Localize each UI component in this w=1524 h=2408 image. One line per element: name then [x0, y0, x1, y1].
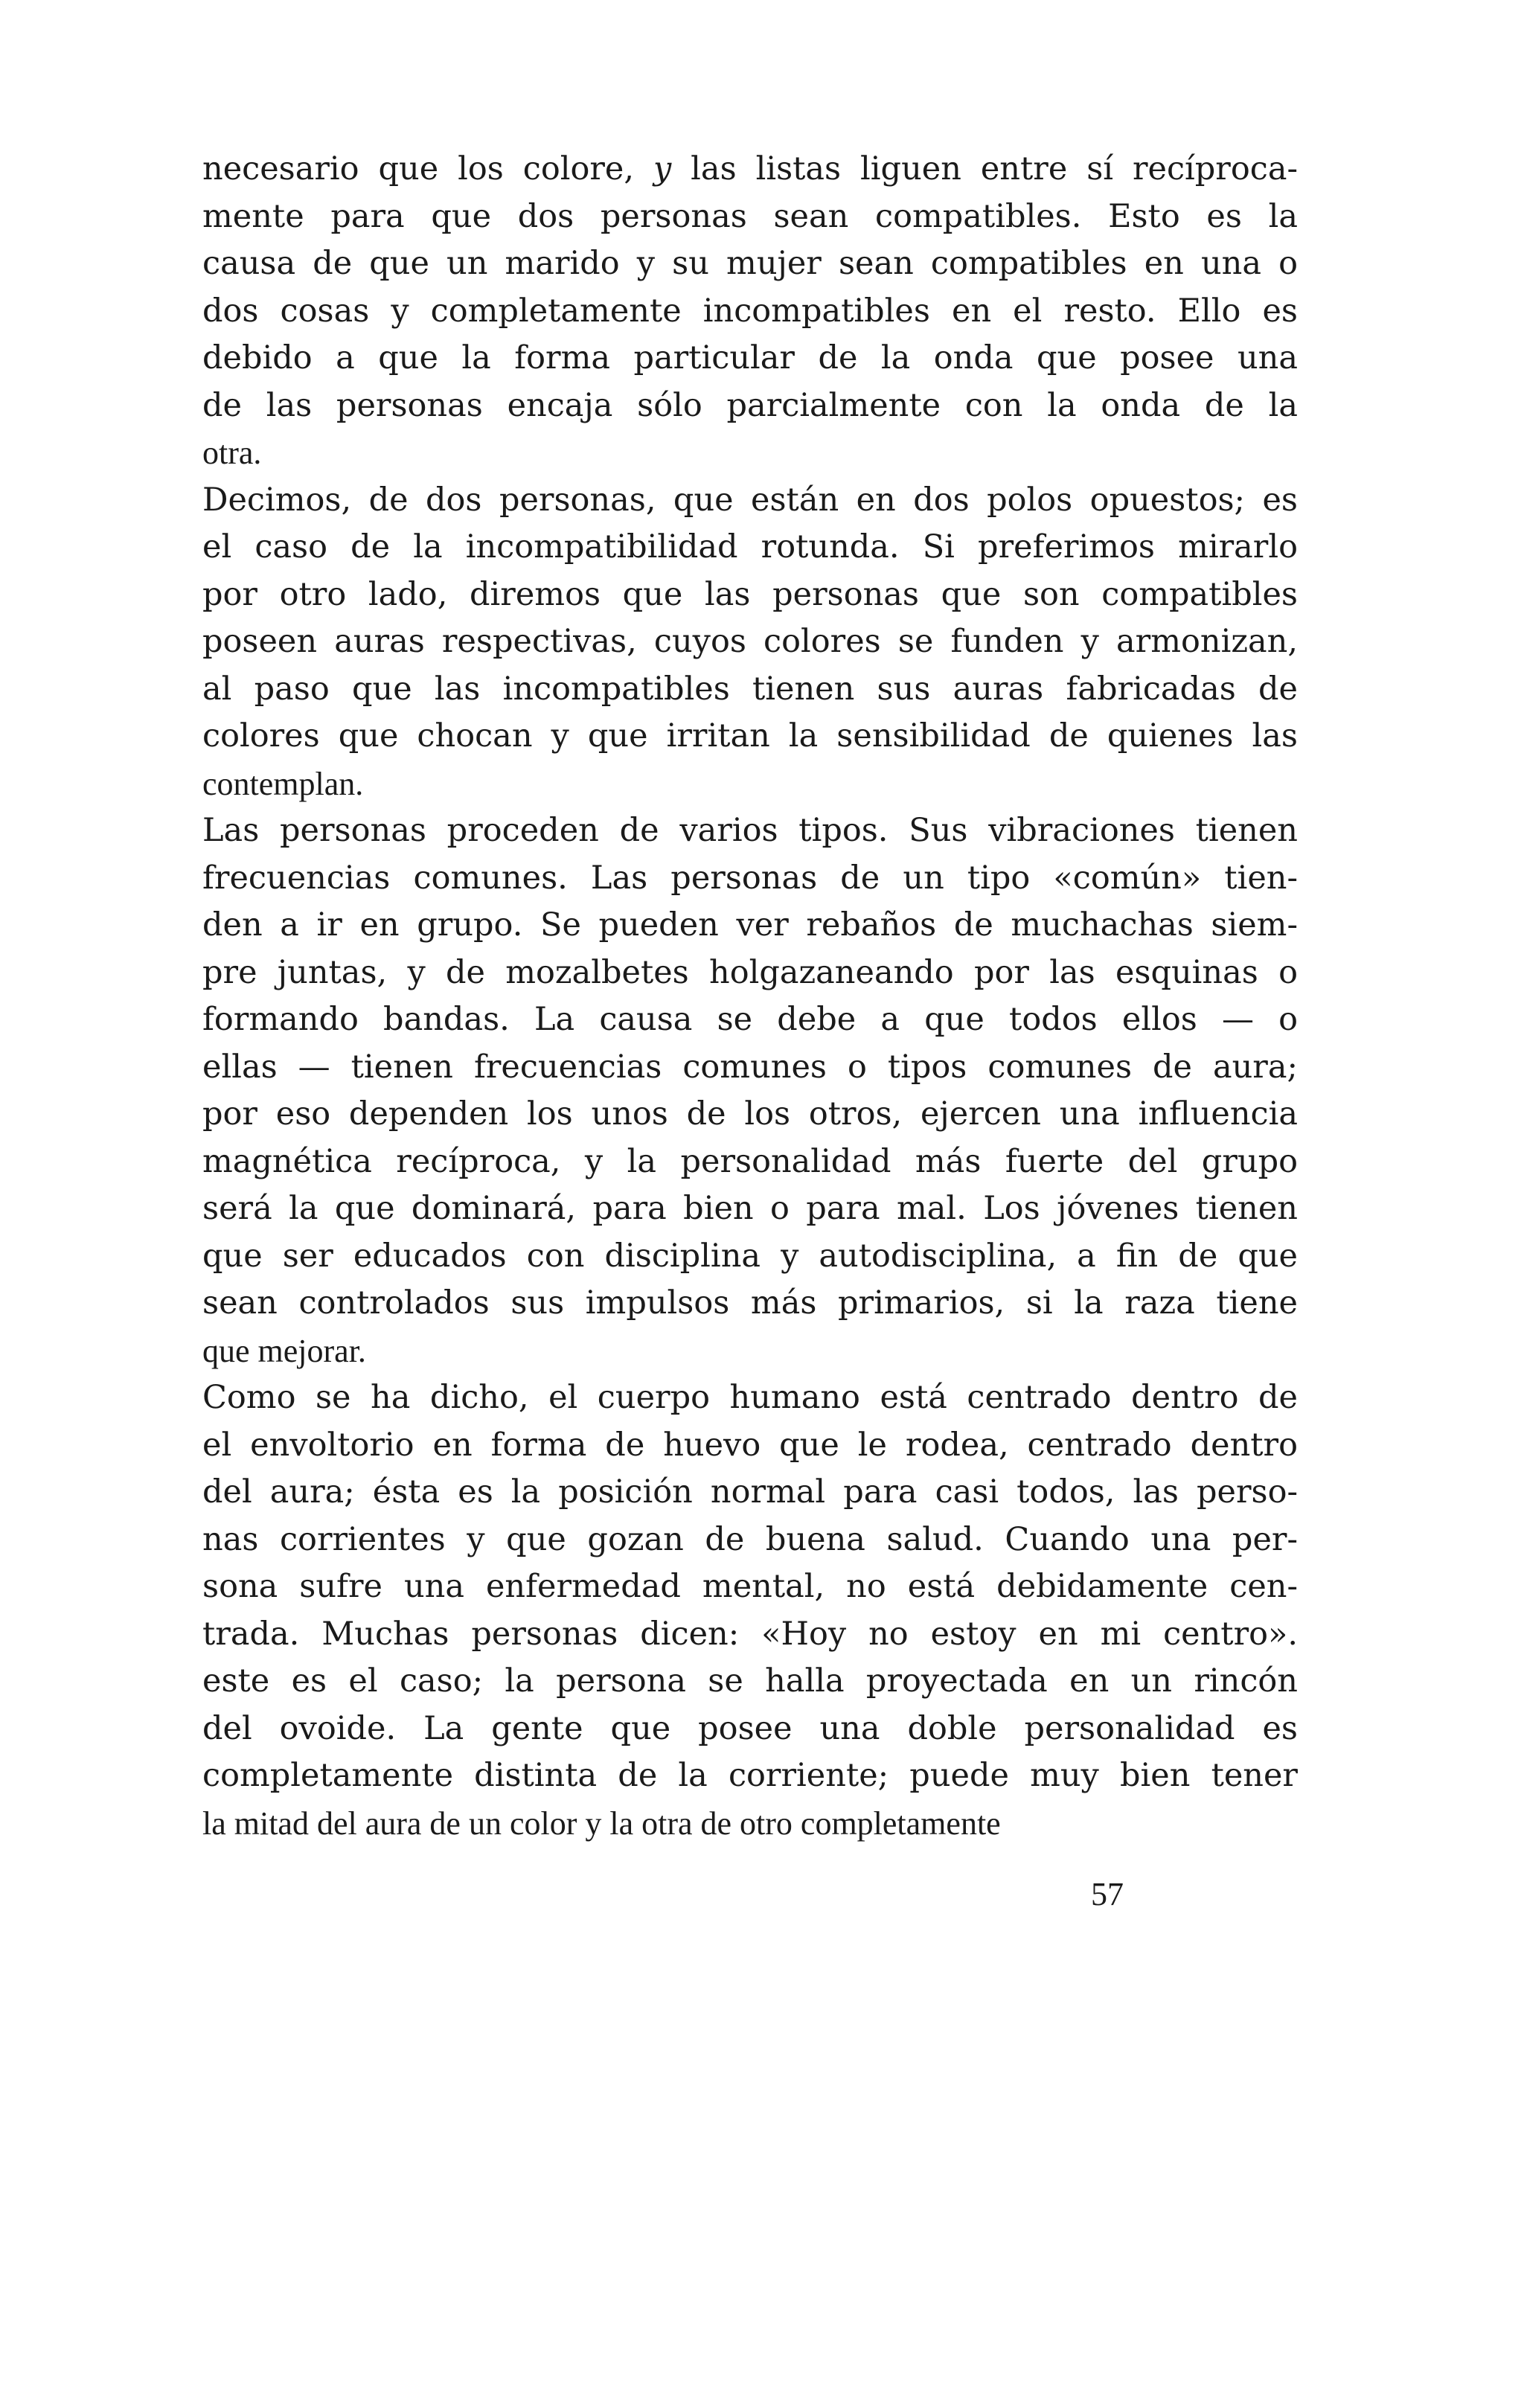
text-line: Las personas proceden de varios tipos. Sus vibraciones tienen [202, 812, 1298, 849]
text-line: dos cosas y completamente incompatibles en el resto. Ello es [202, 292, 1298, 330]
text-line: que mejorar. [202, 1332, 366, 1369]
text-line: poseen auras respectivas, cuyos colores se funden y armonizan, [202, 623, 1298, 660]
text-line: causa de que un marido y su mujer sean compatibles en una o [202, 245, 1298, 282]
text-line: frecuencias comunes. Las personas de un tipo «común» tien- [202, 859, 1298, 897]
text-line: por eso dependen los unos de los otros, ejercen una influencia [202, 1095, 1298, 1133]
text-line: debido a que la forma particular de la onda que posee una [202, 339, 1298, 377]
text-line: Como se ha dicho, el cuerpo humano está centrado dentro de [202, 1379, 1298, 1416]
text-line: el caso de la incompatibilidad rotunda. Si preferimos mirarlo [202, 528, 1298, 566]
text-line: la mitad del aura de un color y la otra de otro completamente [202, 1805, 1001, 1842]
body-text [202, 146, 1298, 1847]
text-line: al paso que las incompatibles tienen sus auras fabricadas de [202, 670, 1298, 708]
italic-word: y [653, 150, 672, 188]
text-line: completamente distinta de la corriente; puede muy bien tener [202, 1757, 1298, 1794]
text-line: formando bandas. La causa se debe a que todos ellos — o [202, 1001, 1298, 1038]
text-line: del aura; ésta es la posición normal para casi todos, las perso- [202, 1473, 1298, 1511]
text-line: pre juntas, y de mozalbetes holgazaneando por las esquinas o [202, 953, 1298, 991]
text-line: sona sufre una enfermedad mental, no está debidamente cen- [202, 1568, 1298, 1605]
text-line: de las personas encaja sólo parcialmente con la onda de la [202, 386, 1298, 424]
text-line: contemplan. [202, 765, 364, 802]
text-line: Decimos, de dos personas, que están en dos polos opuestos; es [202, 481, 1298, 519]
text-line: otra. [202, 435, 262, 471]
text-line: nas corrientes y que gozan de buena salud. Cuando una per- [202, 1520, 1298, 1558]
page-number: 57 [1091, 1876, 1124, 1912]
text-line: sean controlados sus impulsos más primarios, si la raza tiene [202, 1284, 1298, 1322]
text-line: ellas — tienen frecuencias comunes o tipos comunes de aura; [202, 1048, 1298, 1086]
text-line: necesario que los colore, y las listas liguen entre sí recíproca- [202, 150, 1298, 188]
text-line: mente para que dos personas sean compatibles. Esto es la [202, 197, 1298, 235]
text-line: den a ir en grupo. Se pueden ver rebaños de muchachas siem- [202, 906, 1298, 944]
text-line: que ser educados con disciplina y autodisciplina, a fin de que [202, 1237, 1298, 1275]
text-line: trada. Muchas personas dicen: «Hoy no estoy en mi centro». [202, 1615, 1298, 1653]
text-line: del ovoide. La gente que posee una doble personalidad es [202, 1709, 1298, 1747]
text-line: este es el caso; la persona se halla proyectada en un rincón [202, 1662, 1298, 1700]
text-line: por otro lado, diremos que las personas que son compatibles [202, 575, 1298, 613]
text-line: colores que chocan y que irritan la sensibilidad de quienes las [202, 717, 1298, 755]
text-line: magnética recíproca, y la personalidad más fuerte del grupo [202, 1142, 1298, 1180]
text-line: será la que dominará, para bien o para mal. Los jóvenes tienen [202, 1190, 1298, 1227]
text-line: el envoltorio en forma de huevo que le rodea, centrado dentro [202, 1426, 1298, 1464]
